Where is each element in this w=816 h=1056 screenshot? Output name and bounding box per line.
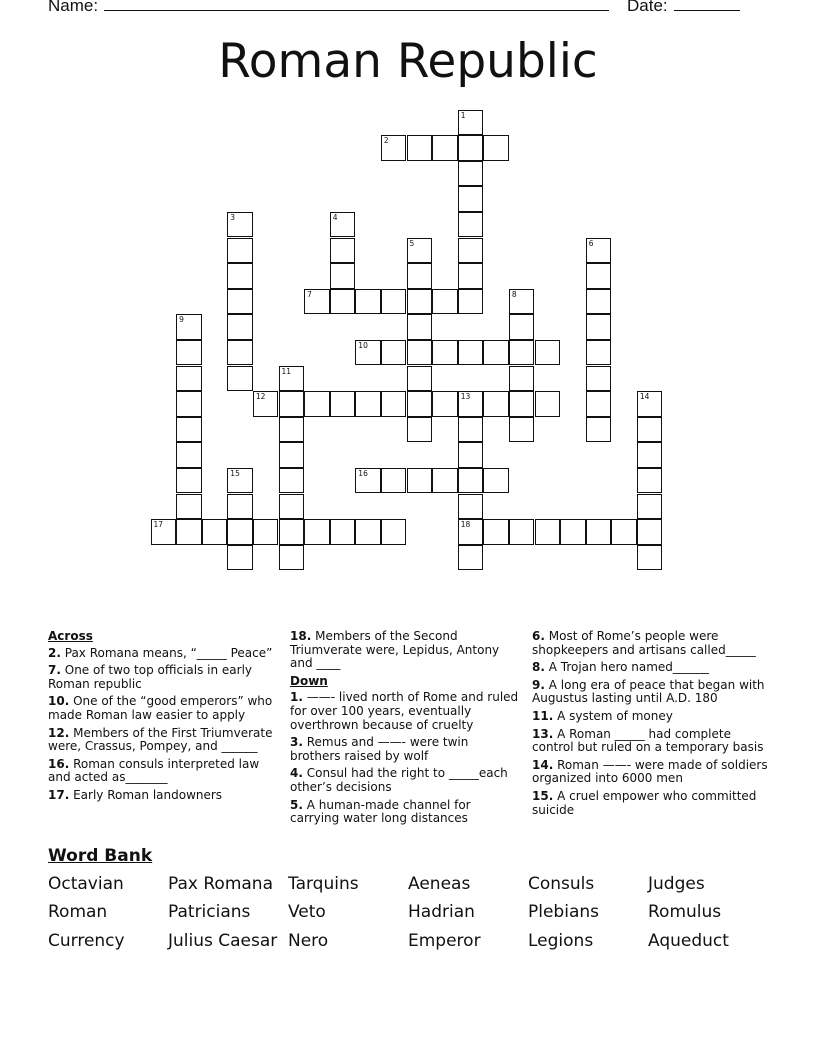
word-bank-item: Roman [48,902,108,922]
clues-column-1 [48,630,282,807]
cell-number: 6 [588,238,594,248]
crossword-cell[interactable] [151,519,177,545]
crossword-cell[interactable] [279,468,305,494]
crossword-cell[interactable] [227,468,253,494]
crossword-cell[interactable] [381,519,407,545]
crossword-cell[interactable] [458,494,484,520]
cell-number: 1 [460,110,466,120]
word-bank-item: Aeneas [408,874,471,894]
cell-number: 8 [511,289,517,299]
crossword-cell[interactable] [586,519,612,545]
clue-down-11: 11. A system of money [532,708,673,723]
crossword-cell[interactable] [176,366,202,392]
crossword-cell[interactable] [535,519,561,545]
crossword-cell[interactable] [407,391,433,417]
crossword-cell[interactable] [458,238,484,264]
word-bank-item: Aqueduct [648,931,729,951]
word-bank-item: Judges [648,874,705,894]
crossword-cell[interactable] [381,468,407,494]
clue-down-5: 5. A human-made channel for carrying water long distances [290,797,471,826]
crossword-cell[interactable] [560,519,586,545]
date-label: Date: [627,0,668,15]
across-heading: Across [48,629,93,643]
clue-down-15: 15. A cruel empower who committed suicide [532,788,757,817]
crossword-cell[interactable] [458,545,484,571]
crossword-cell[interactable] [407,238,433,264]
word-bank-item: Octavian [48,874,124,894]
clues-column-3 [532,630,772,821]
crossword-cell[interactable] [407,314,433,340]
name-label: Name: [48,0,99,15]
cell-number: 16 [358,468,368,478]
crossword-cell[interactable] [202,519,228,545]
crossword-cell[interactable] [483,135,509,161]
crossword-cell[interactable] [355,468,381,494]
crossword-cell[interactable] [253,391,279,417]
crossword-cell[interactable] [432,135,458,161]
crossword-cell[interactable] [407,417,433,443]
word-bank-item: Romulus [648,902,722,922]
crossword-cell[interactable] [381,340,407,366]
crossword-cell[interactable] [458,391,484,417]
crossword-cell[interactable] [458,263,484,289]
crossword-cell[interactable] [176,391,202,417]
crossword-cell[interactable] [483,391,509,417]
crossword-cell[interactable] [586,263,612,289]
cell-number: 11 [281,366,292,376]
clue-down-8: 8. A Trojan hero named______ [532,660,709,675]
crossword-cell[interactable] [637,417,663,443]
down-heading: Down [290,673,328,688]
crossword-cell[interactable] [227,314,253,340]
crossword-cell[interactable] [483,468,509,494]
crossword-cell[interactable] [637,442,663,468]
crossword-cell[interactable] [458,519,484,545]
crossword-cell[interactable] [355,519,381,545]
crossword-cell[interactable] [355,289,381,315]
clue-across-12: 12. Members of the First Triumverate were, Crassus, Pompey, and ______ [48,725,273,754]
word-bank-item: Tarquins [288,874,359,894]
cell-number: 5 [409,238,415,248]
crossword-cell[interactable] [330,519,356,545]
crossword-cell[interactable] [227,289,253,315]
crossword-cell[interactable] [176,494,202,520]
crossword-cell[interactable] [637,391,663,417]
crossword-cell[interactable] [227,238,253,264]
clue-across-10: 10. One of the “good emperors” who made Roman law easier to apply [48,694,273,722]
word-bank-item: Veto [288,902,326,922]
word-bank-item: Currency [48,931,125,951]
crossword-cell[interactable] [304,391,330,417]
clue-down-9: 9. A long era of peace that began with Augustus lasting until A.D. 180 [532,677,765,706]
crossword-cell[interactable] [330,238,356,264]
clue-across-18: 18. Members of the Second Triumverate were, Lepidus, Antony and ____ [290,629,500,671]
word-bank-title: Word Bank [48,846,153,866]
crossword-cell[interactable] [304,289,330,315]
crossword-cell[interactable] [253,519,279,545]
crossword-cell[interactable] [483,519,509,545]
crossword-cell[interactable] [586,366,612,392]
crossword-cell[interactable] [330,212,356,238]
crossword-cell[interactable] [611,519,637,545]
crossword-cell[interactable] [458,186,484,212]
crossword-cell[interactable] [458,135,484,161]
crossword-cell[interactable] [458,289,484,315]
clue-down-4: 4. Consul had the right to _____each other’s decisions [290,766,508,794]
crossword-cell[interactable] [637,468,663,494]
clue-across-17: 17. Early Roman landowners [48,787,223,802]
crossword-cell[interactable] [637,494,663,520]
crossword-cell[interactable] [458,212,484,238]
crossword-cell[interactable] [279,494,305,520]
crossword-cell[interactable] [432,340,458,366]
crossword-cell[interactable] [432,391,458,417]
cell-number: 4 [332,212,338,222]
crossword-cell[interactable] [509,417,535,443]
crossword-cell[interactable] [432,468,458,494]
crossword-cell[interactable] [227,494,253,520]
crossword-cell[interactable] [227,340,253,366]
crossword-cell[interactable] [509,519,535,545]
crossword-cell[interactable] [586,391,612,417]
crossword-cell[interactable] [407,340,433,366]
crossword-cell[interactable] [432,289,458,315]
cell-number: 3 [230,212,236,222]
cell-number: 9 [179,315,184,325]
crossword-cell[interactable] [458,468,484,494]
cell-number: 7 [307,289,312,299]
word-bank-item: Emperor [408,931,481,951]
word-bank-item: Consuls [528,874,595,894]
crossword-cell[interactable] [458,417,484,443]
crossword-cell[interactable] [227,366,253,392]
crossword-cell[interactable] [407,135,433,161]
clue-down-13: 13. A Roman _____ had complete control but ruled on a temporary basis [532,726,764,755]
crossword-cell[interactable] [458,340,484,366]
cell-number: 18 [460,520,471,530]
page-title: Roman Republic [218,34,598,89]
clue-down-14: 14. Roman ——- were made of soldiers organized into 6000 men [532,757,768,786]
crossword-cell[interactable] [407,468,433,494]
crossword-cell[interactable] [407,289,433,315]
word-bank-item: Patricians [168,902,251,922]
crossword-cell[interactable] [458,161,484,187]
crossword-cell[interactable] [535,340,561,366]
crossword-cell[interactable] [509,314,535,340]
crossword-cell[interactable] [176,468,202,494]
crossword-cell[interactable] [407,263,433,289]
crossword-cell[interactable] [407,366,433,392]
word-bank-item: Hadrian [408,902,475,922]
crossword-cell[interactable] [381,289,407,315]
crossword-cell[interactable] [330,289,356,315]
crossword-cell[interactable] [330,391,356,417]
word-bank-item: Nero [288,931,329,951]
crossword-cell[interactable] [227,263,253,289]
crossword-cell[interactable] [227,545,253,571]
cell-number: 10 [358,340,368,350]
clue-down-3: 3. Remus and ——- were twin brothers raised by wolf [290,735,469,763]
clue-across-7: 7. One of two top officials in early Roman republic [48,663,253,691]
crossword-cell[interactable] [227,519,253,545]
cell-number: 17 [153,520,164,530]
crossword-cell[interactable] [279,545,305,571]
crossword-cell[interactable] [355,391,381,417]
crossword-cell[interactable] [279,366,305,392]
crossword-cell[interactable] [176,442,202,468]
crossword-cell[interactable] [586,289,612,315]
crossword-cell[interactable] [381,135,407,161]
cell-number: 14 [639,392,650,402]
crossword-cell[interactable] [458,110,484,136]
crossword-cell[interactable] [483,340,509,366]
word-bank-item: Legions [528,931,594,951]
crossword-cell[interactable] [509,366,535,392]
crossword-cell[interactable] [279,391,305,417]
word-bank-item: Pax Romana [168,874,273,894]
word-bank-item: Plebians [528,902,599,922]
clues-column-2 [290,630,522,830]
crossword-cell[interactable] [509,289,535,315]
crossword-cell[interactable] [637,545,663,571]
crossword-cell[interactable] [586,314,612,340]
crossword-cell[interactable] [279,519,305,545]
crossword-cell[interactable] [227,212,253,238]
clue-down-1: 1. ——- lived north of Rome and ruled for over 100 years, eventually overthrown because of cruelty [290,690,519,732]
crossword-cell[interactable] [381,391,407,417]
crossword-cell[interactable] [176,314,202,340]
clue-across-16: 16. Roman consuls interpreted law and acted as_______ [48,756,260,785]
crossword-cell[interactable] [458,442,484,468]
crossword-cell[interactable] [176,417,202,443]
crossword-cell[interactable] [330,263,356,289]
clue-across-2: 2. Pax Romana means, “_____ Peace” [48,645,273,660]
crossword-cell[interactable] [586,417,612,443]
crossword-cell[interactable] [586,238,612,264]
cell-number: 15 [230,468,240,478]
cell-number: 12 [255,392,266,402]
crossword-cell[interactable] [535,391,561,417]
cell-number: 13 [460,392,471,402]
crossword-cell[interactable] [304,519,330,545]
crossword-cell[interactable] [279,442,305,468]
crossword-cell[interactable] [355,340,381,366]
crossword-cell[interactable] [279,417,305,443]
crossword-cell[interactable] [586,340,612,366]
crossword-cell[interactable] [176,340,202,366]
crossword-cell[interactable] [509,340,535,366]
cell-number: 2 [383,136,389,146]
clue-down-6: 6. Most of Rome’s people were shopkeepers and artisans called_____ [532,629,756,657]
crossword-cell[interactable] [637,519,663,545]
word-bank-item: Julius Caesar [168,931,278,951]
crossword-cell[interactable] [509,391,535,417]
crossword-cell[interactable] [176,519,202,545]
